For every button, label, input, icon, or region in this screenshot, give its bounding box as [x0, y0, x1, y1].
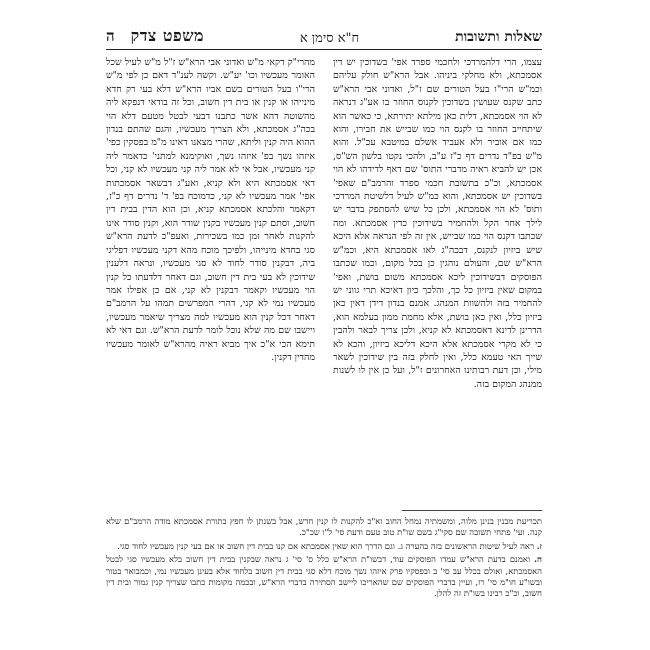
column-right [333, 56, 542, 498]
book-title: משפט צדק [130, 26, 205, 45]
header-center [300, 30, 359, 46]
footnote-text: תכריעת מבנין בנינן מלוה, ומשמתיה נמחל החוב וא"כ להקנות לו קנין חדש, אבל בשנתן לו חפץ בתורת אסמכתא מודה הרמב"ם שלא קנה. ועי' פתחי תשובה שם סקי"ג בשם שו"ת טוב טעם ודעת סי' ל"ו שכ"כ. [106, 516, 542, 538]
footnote [106, 541, 542, 552]
column-left-text: מהרי"ק דקאי מ"ש ואדוני אבי הרא"ש ז"ל מ"ש לעיל שכל האומר מעכשיו וכו' יע"ש. וקשה לענ"ד דאם כן לפי מ"ש הרי"ו בעל הטורים בשם אביו הרא"ש דלא בעי רק חדא מינייהו או קנין או בית דין חשוב, וכל זה בודאי דנפקא ליה מהשוטה דהא אשר כתבנו דבעי לבטל מטעם דלא הוי בכה"ג אסמכתא, ולא הצריך מעכשיו, והגם שהתם בנדון ההוא היה קנין וליתא, שהרי מצאנו דאינו מ"מ בפסקין כפי' איזהו נשך בפ' איזהו נשך, ואוקימנא למתני' כדאמר ליה קני מעכשיו, אבל אי לא אמר ליה קני מעכשיו לא קני, וכל דאי אסמכתא היא ולא קניא, ואע"ג דבשאר אסמכתות אפי' אמר מעכשיו לא קני, כדמוכח בפ' ד' נדרים דף כ"ז, דקאמר והלכתא אסמכתא קניא, וכן הוא הדין בבית דין חשוב, וסתם קנין מעכשיו בקנין שודר הוא, וקנין סודר אינו להקנות לאחר זמן כמו בשכירות, ואעפ"כ לדעת הרא"ש סגי בחדא מינייהו, ולפיכך מוכח מהא דקני מעכשיו דפליגי ביה, דבקנין סודר לחוד לא סגי מעכשיו, ונראה דלענין שידוכין לא בעי בית דין חשוב, וגם דאחר דלדעתו כל קנין הוי מעכשיו וקאמר דבקנין לא קני, אם כן אפילו אמר מעכשיו נמי לא קני, דהרי המפרשים תמהו על הרמב"ם דאחר דכל קנין הוא מעכשיו למה מצריך שיאמר מעכשיו, ויישבו שם מה שלא נוכל לומר לדעת הרא"ש. וגם דאי לא תימא הכי א"כ איך מביא ראיה מהרא"ש לאומר מעכשיו מהדין דקנין. [106, 57, 315, 363]
footnote-number: ז. [536, 540, 542, 551]
footnote-text: ואמנם בדעת הרא"ש עמדו הפוסקים עוד, דבשו"ת הרא"ש כלל ס' סי' ג נראה שבקנין בבית דין חשוב בלא מעכשיו סגי לבטל האסמכתא, ואולם בכלל עב סי' ב ובפסקיו פרק איזהו נשך מוכח דלא סגי בבית דין חשוב בלחוד אלא בעינן מעכשיו נמי, וכמבואר בטור ובשו"ע חו"מ סי' רז, ועיין בדברי הפוסקים שם שהאריכו ליישב הסתירה בדברי הרא"ש, ובכמה מקומות כתבו שצריך קנין גמור ובית דין חשוב, וכ"כ רבינו בשו"ת זה להלן. [106, 554, 542, 599]
section-title: שאלות ותשובות [455, 29, 542, 45]
footnotes [106, 516, 542, 634]
column-right-text: עצמו, הרי דלהמרדכי ולחכמי ספרד אפי' בשדוכין יש דין אסמכתא, ולא מחלקי ביניהו. אבל הרא"ש חולק עליהם וכמ"ש הרי"ו בעל הטורים שם ז"ל, ואדוני אבי הרא"ש כתב שקנס שעושין בשדוכין לקנוס החוזר בו אע"ג דנראה לא הוי אסמכתא, דלית כאן מילתא יתירתא, כי כאשר הוא שיתחייב החוזר בו לקנס הוי כמו שבייש את חבירו, והוא כמו אם אוביר ולא אעביד אשלם במיטבא עכ"ל. והוא מ"ש בפ"ד נדרים דף כ"ז ע"ב, ולהכי נקטו בלשון הש"ס, אכן יש להביא ראיה מדברי התוס' שם דאף לדידהו לא הוי אסמכתא, וכ"כ בתשובת חכמי ספרד והרמב"ם שאפי' בשדוכין יש אסמכתא, והוא כמ"ש לעיל דלשיטת המרדכי ותוס' לא הוי אסמכתא, ולכן כל שיש להסתפק בדבר יש לילך אחר הקל ולהחמיר בשידוכין כדין אסמכתא. ומה שכתבו דקנס הוי כמו שבייש, אין זה לפי הנראה אלא היכא שיש ביזיון לנקנס, דבכה"ג לאו אסמכתא היא, וכמ"ש הרא"ש שם, והעולם נוהגין כן בכל מקום, וכמו שכתבו הפוסקים דבשידוכין ליכא אסמכתא משום בושת, ואפי' במקום שאין ביזיון כל כך, והלכך כיון דאיכא תרי גווני יש להחמיר בזה ולהשוות המנהג. אמנם בנדון דידן דאין כאן ביזיון כלל, ואין כאן בושת, אלא מחמת ממון בעלמא הוא, הדרינן לדינא דאסמכתא לא קניא, ולכן צריך לבאר ולהבין כי לא מקרי אסמכתא אלא היכא דליכא ביזיון, והכא לא שייך האי טעמא כלל, ואין לחלק בזה בין שידוכין לשאר מילי, וכן דעת רבותינו האחרונים ז"ל, ועל כן אין לו לשנות ממנהג המקום בזה. [333, 57, 542, 390]
footnote [106, 554, 542, 600]
header-left [106, 26, 204, 46]
footnote-number: ח. [534, 554, 542, 565]
document-page [106, 20, 542, 635]
page-number: ה [106, 27, 115, 45]
footnote-separator [402, 510, 542, 511]
text-columns [106, 56, 542, 498]
footnote [106, 516, 542, 539]
footnote-text: ראה לעיל שיטות הראשונים בזה בהערה ג. וגם הדרך הוא שאין אסמכתא אם קנו בבית דין חשוב או אם בעי קנין מעכשיו לחוד סגי. [117, 540, 535, 551]
siman-label: ח"א סימן א [299, 31, 360, 46]
page-header [106, 20, 542, 50]
column-left [106, 56, 315, 498]
